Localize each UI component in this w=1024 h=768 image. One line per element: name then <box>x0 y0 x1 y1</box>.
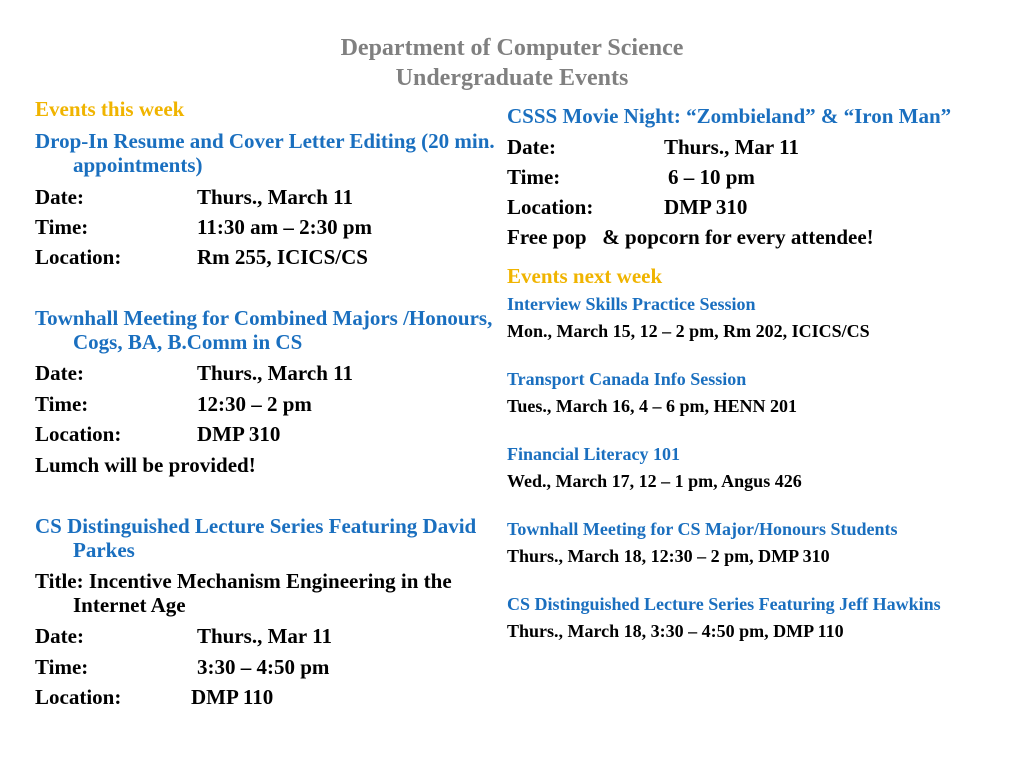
movie-time-row <box>507 165 1007 189</box>
movie-night-name: CSSS Movie Night: “Zombieland” & “Iron Man” <box>507 104 952 128</box>
event-2-location-row <box>35 422 497 446</box>
movie-location: DMP 310 <box>664 195 748 219</box>
event-2-location-label: Location: <box>35 422 122 446</box>
event-1-location: Rm 255, ICICS/CS <box>197 245 368 269</box>
event-3-title: Title: Incentive Mechanism Engineering in the Internet Age <box>35 569 452 617</box>
event-2-note: Lumch will be provided! <box>35 453 256 477</box>
next-event-5-name: CS Distinguished Lecture Series Featuring Jeff Hawkins <box>507 594 941 614</box>
event-1-location-row <box>35 245 497 269</box>
right-column <box>507 104 1007 642</box>
event-1-date: Thurs., March 11 <box>197 185 353 209</box>
event-3-location-label: Location: <box>35 685 122 709</box>
movie-note: Free pop & popcorn for every attendee! <box>507 225 874 249</box>
page-title <box>0 33 1024 93</box>
event-2-date-label: Date: <box>35 361 84 385</box>
movie-time: 6 – 10 pm <box>668 165 755 189</box>
movie-date: Thurs., Mar 11 <box>664 135 799 159</box>
event-1-name: Drop-In Resume and Cover Letter Editing (20 min. appointments) <box>35 129 495 177</box>
event-3-time-row <box>35 655 497 679</box>
next-event-3-details: Wed., March 17, 12 – 1 pm, Angus 426 <box>507 471 802 491</box>
event-2-date-row <box>35 361 497 385</box>
next-event-5-details: Thurs., March 18, 3:30 – 4:50 pm, DMP 110 <box>507 621 844 641</box>
event-2-time-row <box>35 392 497 416</box>
next-event-3-name: Financial Literacy 101 <box>507 444 680 464</box>
event-1-date-row <box>35 185 497 209</box>
movie-date-row <box>507 135 1007 159</box>
events-this-week-heading: Events this week <box>35 97 185 121</box>
event-3-time: 3:30 – 4:50 pm <box>197 655 330 679</box>
next-event-1-name: Interview Skills Practice Session <box>507 294 756 314</box>
event-1-date-label: Date: <box>35 185 84 209</box>
event-2-date: Thurs., March 11 <box>197 361 353 385</box>
event-1-time-row <box>35 215 497 239</box>
event-1-time: 11:30 am – 2:30 pm <box>197 215 372 239</box>
next-event-4-name: Townhall Meeting for CS Major/Honours Students <box>507 519 898 539</box>
event-3-date-label: Date: <box>35 624 84 648</box>
next-event-2-name: Transport Canada Info Session <box>507 369 747 389</box>
event-3-name: CS Distinguished Lecture Series Featuring David Parkes <box>35 514 477 562</box>
event-3-location: DMP 110 <box>191 685 274 709</box>
left-column <box>35 97 497 709</box>
next-event-1-details: Mon., March 15, 12 – 2 pm, Rm 202, ICICS/CS <box>507 321 870 341</box>
movie-location-row <box>507 195 1007 219</box>
movie-time-label: Time: <box>507 165 561 189</box>
event-2-name: Townhall Meeting for Combined Majors /Honours, Cogs, BA, B.Comm in CS <box>35 306 493 354</box>
next-event-4-details: Thurs., March 18, 12:30 – 2 pm, DMP 310 <box>507 546 830 566</box>
movie-date-label: Date: <box>507 135 556 159</box>
event-2-time: 12:30 – 2 pm <box>197 392 312 416</box>
movie-location-label: Location: <box>507 195 594 219</box>
title-line-1: Department of Computer Science <box>340 35 684 61</box>
event-2-location: DMP 310 <box>197 422 281 446</box>
event-2-time-label: Time: <box>35 392 89 416</box>
event-3-date: Thurs., Mar 11 <box>197 624 332 648</box>
event-1-time-label: Time: <box>35 215 89 239</box>
event-3-location-row <box>35 685 497 709</box>
events-next-week-heading: Events next week <box>507 264 663 288</box>
event-3-date-row <box>35 624 497 648</box>
title-line-2: Undergraduate Events <box>395 65 629 91</box>
event-1-location-label: Location: <box>35 245 122 269</box>
event-3-time-label: Time: <box>35 655 89 679</box>
next-event-2-details: Tues., March 16, 4 – 6 pm, HENN 201 <box>507 396 798 416</box>
